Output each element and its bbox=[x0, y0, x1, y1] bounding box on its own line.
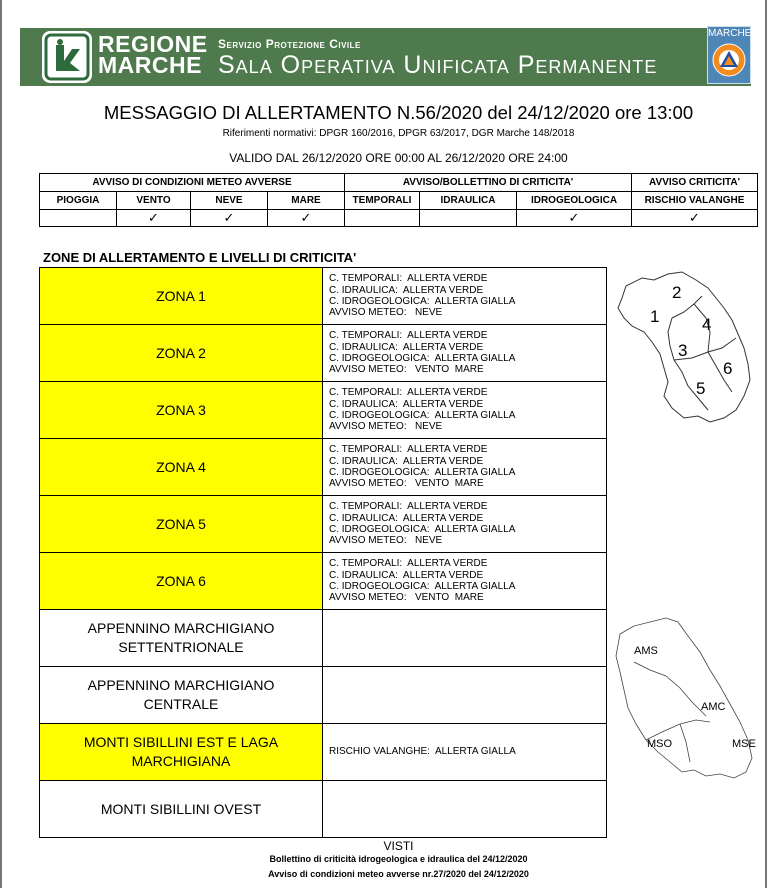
zone-details bbox=[323, 781, 607, 838]
zone-name-line: CENTRALE bbox=[143, 696, 219, 712]
zone-detail-line: AVVISO METEO: NEVE bbox=[329, 421, 443, 433]
brand-line-2: MARCHE bbox=[98, 52, 202, 78]
map-area-label: MSE bbox=[732, 738, 756, 750]
zone-detail-line: C. TEMPORALI: ALLERTA VERDE bbox=[329, 330, 488, 342]
zone-row bbox=[40, 610, 607, 667]
zone-detail-line: AVVISO METEO: VENTO MARE bbox=[329, 592, 484, 604]
zone-row bbox=[40, 325, 607, 382]
zone-detail-line: AVVISO METEO: VENTO MARE bbox=[329, 478, 484, 490]
zone-name: ZONA 1 bbox=[40, 268, 323, 325]
regione-marche-logo bbox=[42, 31, 92, 83]
zone-name-line: APPENNINO MARCHIGIANO bbox=[87, 620, 275, 636]
zone-detail-line: C. TEMPORALI: ALLERTA VERDE bbox=[329, 558, 488, 570]
zone-detail-line: C. IDRAULICA: ALLERTA VERDE bbox=[329, 398, 484, 410]
protezione-civile-badge bbox=[707, 26, 751, 84]
zone-name: ZONA 4 bbox=[40, 439, 323, 496]
check-cell: ✓ bbox=[191, 210, 268, 227]
zone-name bbox=[40, 724, 323, 781]
zone-name: ZONA 5 bbox=[40, 496, 323, 553]
zone-name: ZONA 6 bbox=[40, 553, 323, 610]
zone-details bbox=[323, 439, 607, 496]
zone-detail-line: C. IDRAULICA: ALLERTA VERDE bbox=[329, 569, 484, 581]
badge-label: MARCHE bbox=[708, 28, 752, 39]
header-banner bbox=[20, 28, 751, 86]
protezione-civile-icon bbox=[712, 41, 746, 79]
check-cell: ✓ bbox=[268, 210, 345, 227]
zone-row bbox=[40, 439, 607, 496]
check-cell bbox=[420, 210, 517, 227]
zone-detail-line: C. TEMPORALI: ALLERTA VERDE bbox=[329, 501, 488, 513]
zone-row bbox=[40, 496, 607, 553]
zone-row bbox=[40, 781, 607, 838]
check-cell: ✓ bbox=[517, 210, 632, 227]
sala-operativa-name: Sala Operativa Unificata Permanente bbox=[218, 51, 658, 79]
service-name: Servizio Protezione Civile bbox=[218, 37, 361, 51]
map-area-label: AMS bbox=[634, 645, 658, 657]
map-zone-label: 6 bbox=[723, 359, 733, 378]
message-title: MESSAGGIO DI ALLERTAMENTO N.56/2020 del 24/12/2020 ore 13:00 bbox=[103, 102, 694, 123]
visti-line: Avviso di condizioni meteo avverse nr.27/2020 del 24/12/2020 bbox=[268, 869, 529, 879]
zone-details bbox=[323, 553, 607, 610]
map-zone-label: 1 bbox=[650, 307, 660, 326]
zone-detail-line: C. IDRAULICA: ALLERTA VERDE bbox=[329, 455, 484, 467]
zone-detail-line: C. IDROGEOLOGICA: ALLERTA GIALLA bbox=[329, 467, 516, 478]
zone-detail-line: C. TEMPORALI: ALLERTA VERDE bbox=[329, 387, 488, 399]
zone-detail-line: AVVISO METEO: VENTO MARE bbox=[329, 364, 484, 376]
zone-row bbox=[40, 667, 607, 724]
group-valanghe: AVVISO CRITICITA' bbox=[632, 174, 758, 192]
map-zone-label: 2 bbox=[672, 283, 682, 302]
zone-name-line: SETTENTRIONALE bbox=[118, 639, 244, 655]
zone-detail-line: RISCHIO VALANGHE: ALLERTA GIALLA bbox=[329, 746, 516, 758]
summary-column-row bbox=[40, 192, 758, 210]
zone-name: ZONA 2 bbox=[40, 325, 323, 382]
zone-row bbox=[40, 382, 607, 439]
zone-details bbox=[323, 667, 607, 724]
zone-detail-line: C. TEMPORALI: ALLERTA VERDE bbox=[329, 273, 488, 285]
zone-detail-line: C. IDROGEOLOGICA: ALLERTA GIALLA bbox=[329, 296, 516, 307]
zone-detail-line: AVVISO METEO: NEVE bbox=[329, 535, 443, 547]
check-cell: ✓ bbox=[117, 210, 191, 227]
zone-detail-line: C. IDROGEOLOGICA: ALLERTA GIALLA bbox=[329, 410, 516, 421]
zone-detail-line: C. IDRAULICA: ALLERTA VERDE bbox=[329, 284, 484, 296]
map-area-label: AMC bbox=[701, 701, 726, 713]
brand-line-1: REGIONE bbox=[98, 31, 208, 57]
validity-period: VALIDO DAL 26/12/2020 ORE 00:00 AL 26/12/2020 ORE 24:00 bbox=[229, 151, 568, 165]
zones-body bbox=[40, 268, 607, 838]
zone-name: MONTI SIBILLINI OVEST bbox=[40, 781, 323, 838]
zone-detail-line: C. TEMPORALI: ALLERTA VERDE bbox=[329, 444, 488, 456]
check-cell bbox=[345, 210, 420, 227]
zone-name bbox=[40, 610, 323, 667]
zone-detail-line: C. IDRAULICA: ALLERTA VERDE bbox=[329, 341, 484, 353]
group-meteo: AVVISO DI CONDIZIONI METEO AVVERSE bbox=[40, 174, 345, 192]
zone-name-line: MARCHIGIANA bbox=[131, 753, 231, 769]
check-cell: ✓ bbox=[632, 210, 758, 227]
col-vento: VENTO bbox=[117, 192, 191, 210]
map-zone-label: 5 bbox=[696, 379, 706, 398]
zone-detail-line: C. IDROGEOLOGICA: ALLERTA GIALLA bbox=[329, 524, 516, 535]
zone-details bbox=[323, 268, 607, 325]
summary-table bbox=[39, 173, 758, 227]
zones-map bbox=[612, 268, 762, 424]
zone-detail-line: AVVISO METEO: NEVE bbox=[329, 307, 443, 319]
zone-name bbox=[40, 667, 323, 724]
col-neve: NEVE bbox=[191, 192, 268, 210]
col-pioggia: PIOGGIA bbox=[40, 192, 117, 210]
col-rischio-valanghe: RISCHIO VALANGHE bbox=[632, 192, 758, 210]
zone-name: ZONA 3 bbox=[40, 382, 323, 439]
zones-table bbox=[39, 267, 607, 838]
zone-details bbox=[323, 724, 607, 781]
zones-section-title: ZONE DI ALLERTAMENTO E LIVELLI DI CRITICITA' bbox=[43, 250, 357, 265]
visti-heading: VISTI bbox=[383, 839, 414, 853]
zone-detail-line: C. IDRAULICA: ALLERTA VERDE bbox=[329, 512, 484, 524]
col-idrogeologica: IDROGEOLOGICA bbox=[517, 192, 632, 210]
zone-row bbox=[40, 724, 607, 781]
check-cell bbox=[40, 210, 117, 227]
normative-references: Riferimenti normativi: DPGR 160/2016, DPGR 63/2017, DGR Marche 148/2018 bbox=[222, 128, 575, 139]
zone-detail-line: C. IDROGEOLOGICA: ALLERTA GIALLA bbox=[329, 353, 516, 364]
zone-row bbox=[40, 553, 607, 610]
zone-detail-line: C. IDROGEOLOGICA: ALLERTA GIALLA bbox=[329, 581, 516, 592]
brand-name bbox=[98, 31, 208, 78]
zone-row bbox=[40, 268, 607, 325]
group-criticita: AVVISO/BOLLETTINO DI CRITICITA' bbox=[345, 174, 632, 192]
map-zone-label: 3 bbox=[678, 341, 688, 360]
zone-details bbox=[323, 325, 607, 382]
zone-details bbox=[323, 382, 607, 439]
map-zone-label: 4 bbox=[702, 315, 712, 334]
snow-areas-map bbox=[610, 612, 762, 782]
summary-check-row bbox=[40, 210, 758, 227]
col-mare: MARE bbox=[268, 192, 345, 210]
map-area-label: MSO bbox=[647, 738, 673, 750]
zone-details bbox=[323, 496, 607, 553]
visti-line: Bollettino di criticità idrogeologica e idraulica del 24/12/2020 bbox=[269, 854, 528, 864]
zone-details bbox=[323, 610, 607, 667]
zone-name-line: APPENNINO MARCHIGIANO bbox=[87, 677, 275, 693]
zone-name-line: MONTI SIBILLINI EST E LAGA bbox=[83, 734, 279, 750]
col-temporali: TEMPORALI bbox=[345, 192, 420, 210]
col-idraulica: IDRAULICA bbox=[420, 192, 517, 210]
summary-group-row bbox=[40, 174, 758, 192]
